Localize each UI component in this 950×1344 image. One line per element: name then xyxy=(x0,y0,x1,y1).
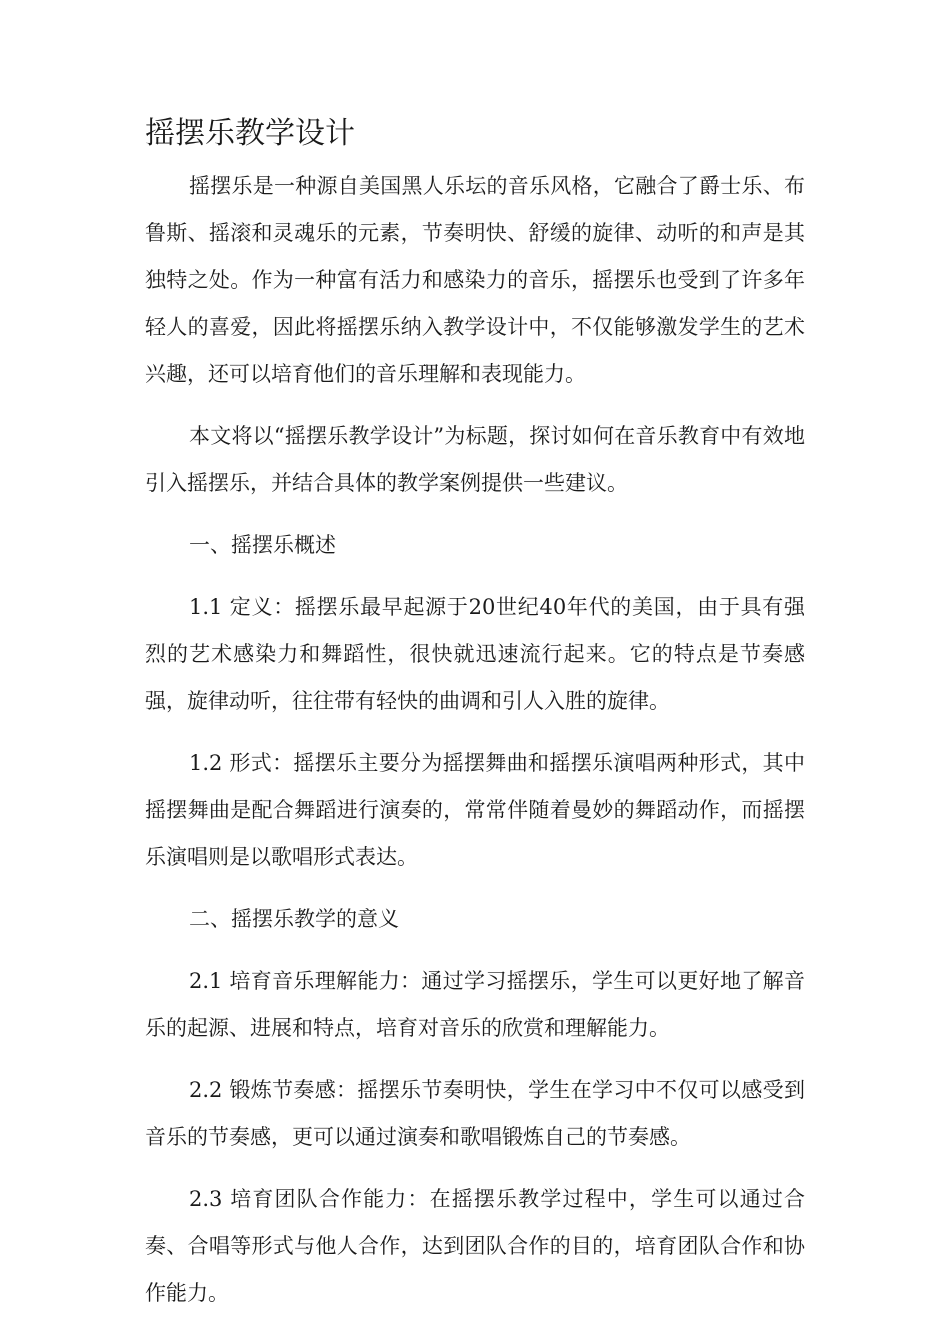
document-body xyxy=(145,163,805,1332)
paragraph-purpose: 本文将以“摇摆乐教学设计”为标题，探讨如何在音乐教育中有效地引入摇摆乐，并结合具体的教学案例提供一些建议。 xyxy=(145,424,805,495)
paragraph-teamwork: 2.3 培育团队合作能力：在摇摆乐教学过程中，学生可以通过合奏、合唱等形式与他人合作，达到团队合作的目的，培育团队合作和协作能力。 xyxy=(145,1187,805,1305)
paragraph-form: 1.2 形式：摇摆乐主要分为摇摆舞曲和摇摆乐演唱两种形式，其中摇摆舞曲是配合舞蹈进行演奏的，常常伴随着曼妙的舞蹈动作，而摇摆乐演唱则是以歌唱形式表达。 xyxy=(145,751,805,869)
paragraph-understanding: 2.1 培育音乐理解能力：通过学习摇摆乐，学生可以更好地了解音乐的起源、进展和特点，培育对音乐的欣赏和理解能力。 xyxy=(145,969,805,1040)
section-heading-significance: 二、摇摆乐教学的意义 xyxy=(189,907,399,931)
paragraph-intro: 摇摆乐是一种源自美国黑人乐坛的音乐风格，它融合了爵士乐、布鲁斯、摇滚和灵魂乐的元素，节奏明快、舒缓的旋律、动听的和声是其独特之处。作为一种富有活力和感染力的音乐，摇摆乐也受到了许多年轻人的喜爱，因此将摇摆乐纳入教学设计中，不仅能够激发学生的艺术兴趣，还可以培育他们的音乐理解和表现能力。 xyxy=(145,174,805,386)
section-heading-overview: 一、摇摆乐概述 xyxy=(189,533,336,557)
paragraph-rhythm: 2.2 锻炼节奏感：摇摆乐节奏明快，学生在学习中不仅可以感受到音乐的节奏感，更可以通过演奏和歌唱锻炼自己的节奏感。 xyxy=(145,1078,805,1149)
document-title: 摇摆乐教学设计 xyxy=(145,116,355,151)
paragraph-definition: 1.1 定义：摇摆乐最早起源于20世纪40年代的美国，由于具有强烈的艺术感染力和舞蹈性，很快就迅速流行起来。它的特点是节奏感强，旋律动听，往往带有轻快的曲调和引人入胜的旋律。 xyxy=(145,595,805,713)
